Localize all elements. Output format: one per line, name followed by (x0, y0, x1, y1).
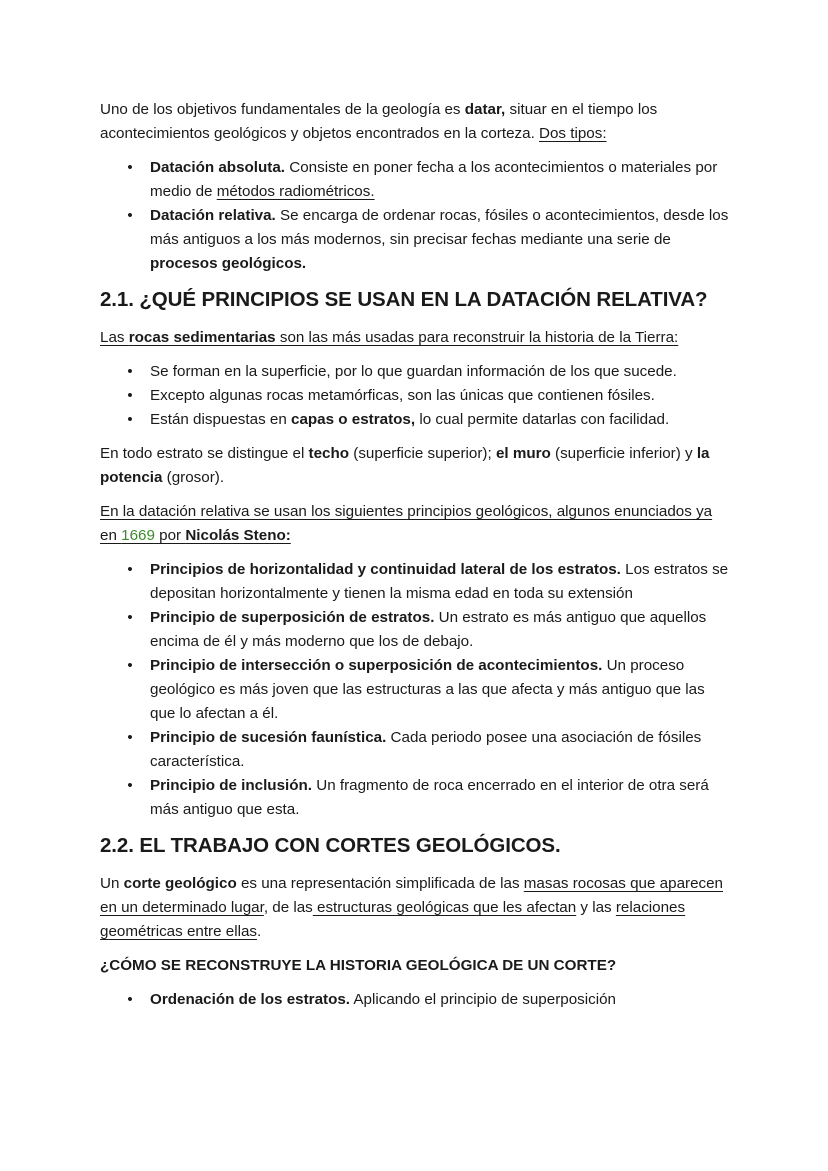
intro-bold-term: datar, (464, 101, 506, 118)
list-item (100, 988, 730, 1012)
strata-text: (superficie inferior) y (550, 445, 697, 462)
principle-text: Cada periodo posee una asociación de fósiles característica. (150, 729, 702, 770)
intro-paragraph (100, 98, 730, 146)
intro-text: Uno de los objetivos fundamentales de la geología es (100, 101, 465, 118)
steps-list (100, 988, 730, 1012)
principle-title: Principio de inclusión. (150, 777, 313, 794)
principle-title: Principio de intersección o superposición de acontecimientos. (150, 657, 603, 674)
strata-bold: la potencia (100, 445, 710, 486)
item-text: Excepto algunas rocas metamórficas, son las únicas que contienen fósiles. (150, 387, 655, 404)
list-item (100, 204, 730, 276)
item-text: Se forman en la superficie, por lo que guardan información de los que sucede. (150, 363, 677, 380)
bullet-icon: • (127, 207, 133, 224)
def-text: y las (576, 899, 616, 916)
principle-text: Un estrato es más antiguo que aquellos encima de él y más moderno que los de debajo. (150, 609, 707, 650)
lead-bold: Nicolás Steno: (185, 527, 291, 544)
dating-types-list (100, 156, 730, 276)
bullet-icon: • (127, 561, 133, 578)
principle-text: Un fragmento de roca encerrado en el interior de otra será más antiguo que esta. (150, 777, 709, 818)
bullet-icon: • (127, 729, 133, 746)
step-title: Ordenación de los estratos. (150, 991, 351, 1008)
strata-bold: el muro (495, 445, 551, 462)
subheading: ¿CÓMO SE RECONSTRUYE LA HISTORIA GEOLÓGICA DE UN CORTE? (100, 957, 617, 974)
principles-list (100, 558, 730, 822)
bullet-icon: • (127, 609, 133, 626)
def-underlined: masas rocosas que aparecen en un determinado lugar (100, 875, 724, 916)
step-text: Aplicando el principio de superposición (350, 991, 616, 1008)
item-bold: Datación relativa. (150, 207, 276, 224)
principle-title: Principio de superposición de estratos. (150, 609, 435, 626)
rock-points-list (100, 360, 730, 432)
document-body (100, 98, 730, 1022)
strata-paragraph (100, 442, 730, 490)
strata-bold: techo (308, 445, 350, 462)
bullet-icon: • (127, 991, 133, 1008)
lead-text: En la datación relativa se usan los siguientes principios geológicos, algunos enunciados ya en (100, 503, 713, 544)
principle-text: Los estratos se depositan horizontalmente y tienen la misma edad en toda su extensión (150, 561, 729, 602)
year-value: 1669 (121, 527, 155, 544)
bullet-icon: • (127, 363, 133, 380)
lead-text: son las más usadas para reconstruir la historia de la Tierra: (275, 329, 679, 346)
item-text: lo cual permite datarlas con facilidad. (415, 411, 670, 428)
item-bold: capas o estratos, (291, 411, 416, 428)
bullet-icon: • (127, 777, 133, 794)
principle-title: Principio de sucesión faunística. (150, 729, 387, 746)
intro-text: situar en el tiempo los acontecimientos geológicos y objetos encontrados en la corteza. (100, 101, 658, 142)
lead-text: por (154, 527, 186, 544)
list-item (100, 156, 730, 204)
list-item (100, 606, 730, 654)
def-text: . (257, 923, 262, 940)
item-bold: procesos geológicos. (150, 255, 307, 272)
def-text: Un (100, 875, 124, 892)
list-item (100, 360, 730, 384)
lead-text: Las (100, 329, 129, 346)
sedimentary-lead (100, 326, 730, 350)
bullet-icon: • (127, 387, 133, 404)
principle-text: Un proceso geológico es más joven que las estructuras a las que afecta y más antiguo que las que lo afectan a él. (150, 657, 705, 722)
item-text: Consiste en poner fecha a los acontecimientos o materiales por medio de (150, 159, 718, 200)
item-bold: Datación absoluta. (150, 159, 286, 176)
def-text: es una representación simplificada de las (236, 875, 524, 892)
intro-underlined: Dos tipos: (539, 125, 607, 142)
def-underlined: estructuras geológicas que les afectan (312, 899, 577, 916)
def-bold: corte geológico (123, 875, 237, 892)
list-item (100, 654, 730, 726)
list-item (100, 408, 730, 432)
def-underlined: relaciones geométricas entre ellas (100, 899, 686, 940)
item-text: Se encarga de ordenar rocas, fósiles o acontecimientos, desde los más antiguos a los más modernos, sin precisar fechas mediante una serie de (150, 207, 729, 248)
bullet-icon: • (127, 159, 133, 176)
item-text: Están dispuestas en (150, 411, 291, 428)
strata-text: En todo estrato se distingue el (100, 445, 309, 462)
bullet-icon: • (127, 411, 133, 428)
section-1-heading: 2.1. ¿QUÉ PRINCIPIOS SE USAN EN LA DATACIÓN RELATIVA? (100, 288, 708, 311)
item-underlined: métodos radiométricos. (216, 183, 375, 200)
strata-text: (superficie superior); (349, 445, 496, 462)
list-item (100, 726, 730, 774)
def-text: , de las (263, 899, 313, 916)
lead-bold: rocas sedimentarias (128, 329, 276, 346)
list-item (100, 774, 730, 822)
principles-lead (100, 500, 730, 548)
list-item (100, 558, 730, 606)
principle-title: Principios de horizontalidad y continuidad lateral de los estratos. (150, 561, 621, 578)
strata-text: (grosor). (162, 469, 225, 486)
bullet-icon: • (127, 657, 133, 674)
list-item (100, 384, 730, 408)
section-2-heading: 2.2. EL TRABAJO CON CORTES GEOLÓGICOS. (100, 834, 561, 857)
cross-section-definition (100, 872, 730, 944)
